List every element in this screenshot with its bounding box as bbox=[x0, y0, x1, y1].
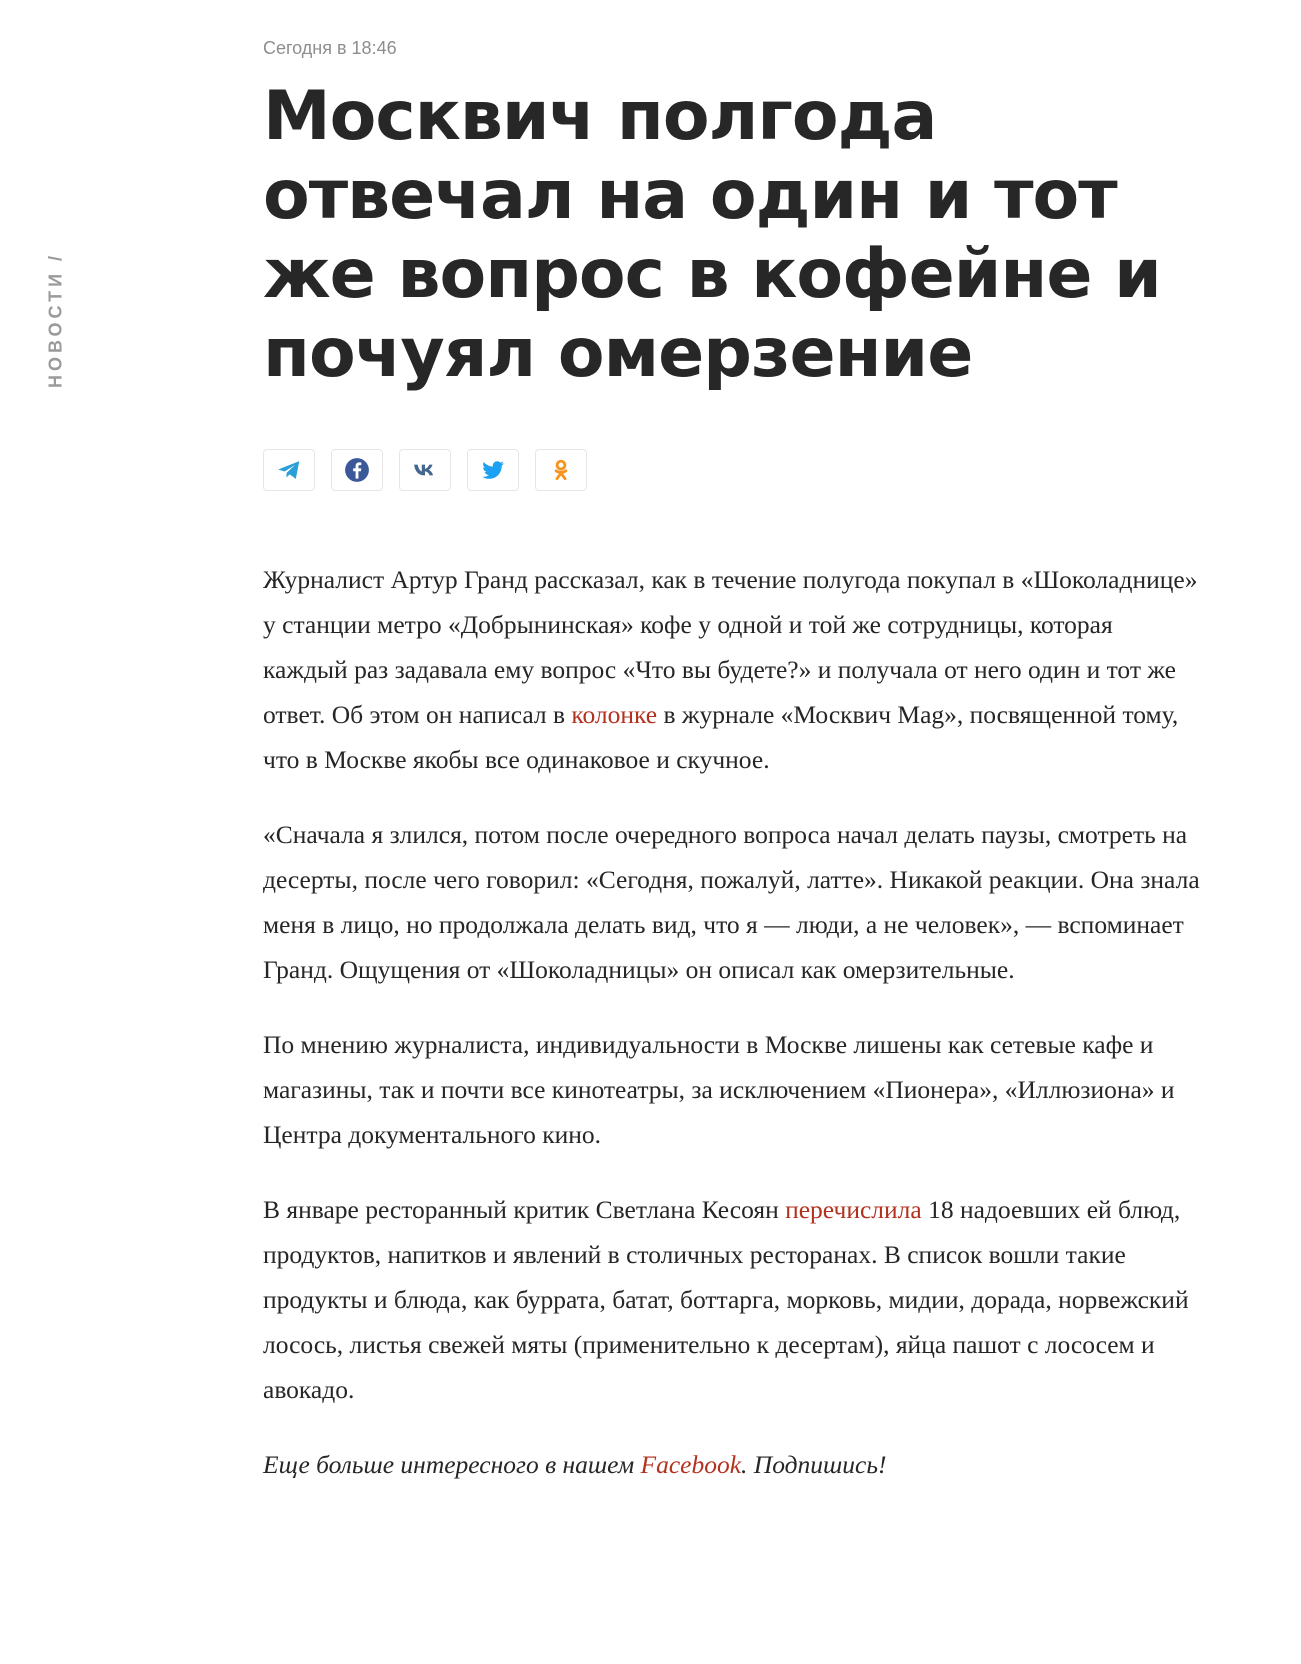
paragraph-text: в журнале «Москвич Mag», посвященной тому, что в Москве якобы все одинаковое и скучное. bbox=[263, 700, 1179, 774]
section-label[interactable] bbox=[40, 240, 72, 400]
share-bar bbox=[263, 449, 1203, 491]
paragraph-text: Журналист Артур Гранд рассказал, как в течение полугода покупал в «Шоколаднице» у станции метро «Добрынинская» кофе у одной и той же сотрудницы, которая каждый раз задавала ему вопрос «Что вы будете?» и получала от него один и тот же ответ. Об этом он написал в bbox=[263, 565, 1198, 729]
share-telegram-button[interactable] bbox=[263, 449, 315, 491]
article-body bbox=[263, 557, 1203, 1487]
article bbox=[263, 0, 1203, 1517]
facebook-icon bbox=[344, 457, 370, 483]
paragraph: «Сначала я злился, потом после очередного вопроса начал делать паузы, смотреть на десерты, после чего говорил: «Сегодня, пожалуй, латте». Никакой реакции. Она знала меня в лицо, но продолжала делать вид, что я — люди, а не человек», — вспоминает Гранд. Ощущения от «Шоколадницы» он описал как омерзительные. bbox=[263, 820, 1200, 984]
paragraph bbox=[263, 1187, 1203, 1412]
share-facebook-button[interactable] bbox=[331, 449, 383, 491]
listed-link[interactable]: перечислила bbox=[785, 1195, 922, 1224]
vk-icon bbox=[412, 457, 438, 483]
twitter-icon bbox=[480, 457, 506, 483]
column-link[interactable]: колонке bbox=[571, 700, 658, 729]
note-text: . Подпишись! bbox=[741, 1450, 887, 1479]
note-text: Еще больше интересного в нашем bbox=[263, 1450, 641, 1479]
paragraph-text: В январе ресторанный критик Светлана Кесоян bbox=[263, 1195, 786, 1224]
section-label-text: НОВОСТИ / bbox=[45, 251, 66, 389]
odnoklassniki-icon bbox=[548, 457, 574, 483]
paragraph-text: 18 надоевших ей блюд, продуктов, напитков и явлений в столичных ресторанах. В список вошли такие продукты и блюда, как буррата, батат, боттарга, морковь, мидии, дорада, норвежский лосось, листья свежей мяты (применительно к десертам), яйца пашот с лососем и авокадо. bbox=[263, 1195, 1189, 1404]
paragraph: По мнению журналиста, индивидуальности в Москве лишены как сетевые кафе и магазины, так и почти все кинотеатры, за исключением «Пионера», «Иллюзиона» и Центра документального кино. bbox=[263, 1030, 1175, 1149]
share-odnoklassniki-button[interactable] bbox=[535, 449, 587, 491]
publish-date: Сегодня в 18:46 bbox=[263, 38, 397, 58]
facebook-link[interactable]: Facebook bbox=[640, 1450, 742, 1479]
share-twitter-button[interactable] bbox=[467, 449, 519, 491]
share-vk-button[interactable] bbox=[399, 449, 451, 491]
subscribe-note bbox=[263, 1442, 1203, 1487]
article-title: Москвич полгода отвечал на один и тот же вопрос в кофейне и почуял омерзение bbox=[263, 77, 1161, 393]
telegram-icon bbox=[276, 457, 302, 483]
paragraph bbox=[263, 557, 1203, 782]
